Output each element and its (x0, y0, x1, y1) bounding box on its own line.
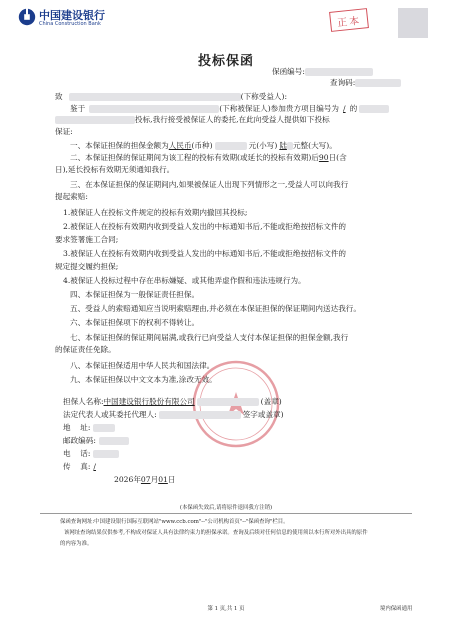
page-number: 第 1 页,共 1 页 (207, 606, 245, 612)
intro-line-3: 投标,我行接受被保证人的委托,在此向受益人提供如下投标 (55, 115, 330, 125)
issue-line: 鉴于 (下称被保证人)参加贵方项目编号为 / 的 (70, 104, 389, 114)
fax-row: 传 真: / (63, 462, 96, 471)
clause-8: 八、本保证担保适用中华人民共和国法律。 (70, 361, 215, 370)
address-value (93, 424, 115, 432)
ccb-logo-icon (18, 8, 36, 26)
intro-line-4: 保证: (55, 127, 73, 136)
original-stamp: 正本 (329, 8, 369, 32)
representative-row: 法定代表人或其委托代理人: 签字或盖章) (63, 410, 284, 419)
clause-1: 一、本保证担保的担保金额为人民币(币种) 元(小写) 陆 元整(大写)。 (70, 141, 337, 150)
check-code-row: 查询码: (330, 78, 401, 88)
guarantee-no-value (305, 68, 373, 76)
clause-3-item-3-cont: 规定提交履约担保; (55, 262, 119, 271)
footer-disclaimer-cont: 的内容为准。 (60, 541, 93, 547)
beneficiary-name (69, 93, 241, 101)
postcode-value (99, 437, 129, 445)
clause-2-cont: 日),延长投标有效期无须通知我行。 (55, 165, 175, 174)
clause-3-item-4: 4.被保证人投标过程中存在串标嫌疑、或其他弄虚作假和违法违规行为。 (63, 276, 306, 285)
doc-title: 投标保函 (197, 54, 254, 69)
footer-doc-type: 境内保函通用 (380, 606, 413, 612)
representative-name (159, 411, 241, 419)
bank-name-cn: 中国建设银行 (39, 9, 105, 22)
applicant-name (89, 105, 219, 113)
clause-3-item-2: 2.被保证人在投标有效期内收到受益人发出的中标通知书后,不能或拒绝按招标文件的 (63, 222, 347, 231)
postcode-row: 邮政编码: (63, 436, 129, 446)
footer-disclaimer: 该网址查询结果仅供参考,不构成对保证人具有法律约束力的担保承诺。查询及后续对任何信息的使用须以本行所对外出具的原件 (64, 530, 368, 536)
phone-value (93, 450, 119, 458)
clause-3-item-3: 3.被保证人在投标有效期内收到受益人发出的中标通知书后,不能或拒绝按招标文件的 (63, 249, 347, 258)
guarantee-no-row: 保函编号: (272, 67, 373, 77)
check-code-value (355, 79, 401, 87)
clause-5: 五、受益人的索赔通知应当说明索赔理由,并必须在本保证担保的保证期间内送达我行。 (70, 304, 361, 313)
footer-note: (本保函失效后,请将原件退回我方注销) (179, 505, 273, 511)
bank-logo (18, 6, 138, 32)
guarantor-branch (197, 398, 259, 406)
qr-code (398, 8, 428, 38)
clause-7-cont: 的保证责任免除。 (55, 345, 116, 354)
clause-2: 二、本保证担保的保证期间为该工程的投标有效期(或延长的投标有效期)后90日(含 (70, 153, 347, 162)
date-row: 2026年07月01日 (114, 475, 176, 484)
to-line: 致 (下称受益人): (55, 92, 288, 101)
clause-3-item-2-cont: 要求签署施工合同; (55, 235, 119, 244)
address-row: 地 址: (63, 423, 115, 433)
amount-figure (215, 142, 247, 150)
footer-query-line: 保函查询网址:中国建设银行国际互联网站"www.ccb.com"--"公司机构首页"--"保函查询"栏目。 (60, 519, 289, 525)
footer-divider (40, 513, 412, 514)
guarantor-row: 担保人名称:中国建设银行股份有限公司 (盖章) (63, 397, 282, 406)
clause-9: 九、本保证担保以中文文本为准,涂改无效。 (70, 375, 217, 384)
clause-3-item-1: 1.被保证人在投标文件规定的投标有效期内撤回其投标; (63, 208, 248, 217)
phone-row: 电 话: (63, 449, 119, 459)
clause-4: 四、本保证担保为一般保证责任担保。 (70, 290, 200, 299)
clause-3-cont: 提起索赔: (55, 192, 88, 201)
clause-3: 三、在本保证担保的保证期间内,如果被保证人出现下列情形之一,受益人可以向我行 (70, 180, 349, 189)
project-name-cont (55, 116, 135, 124)
clause-6: 六、本保证担保项下的权利不得转让。 (70, 318, 200, 327)
bank-name-en: China Construction Bank (39, 21, 101, 27)
clause-7: 七、本保证担保的保证期间届满,或我行已向受益人支付本保证担保的担保金额,我行 (70, 333, 349, 342)
project-name (359, 105, 389, 113)
